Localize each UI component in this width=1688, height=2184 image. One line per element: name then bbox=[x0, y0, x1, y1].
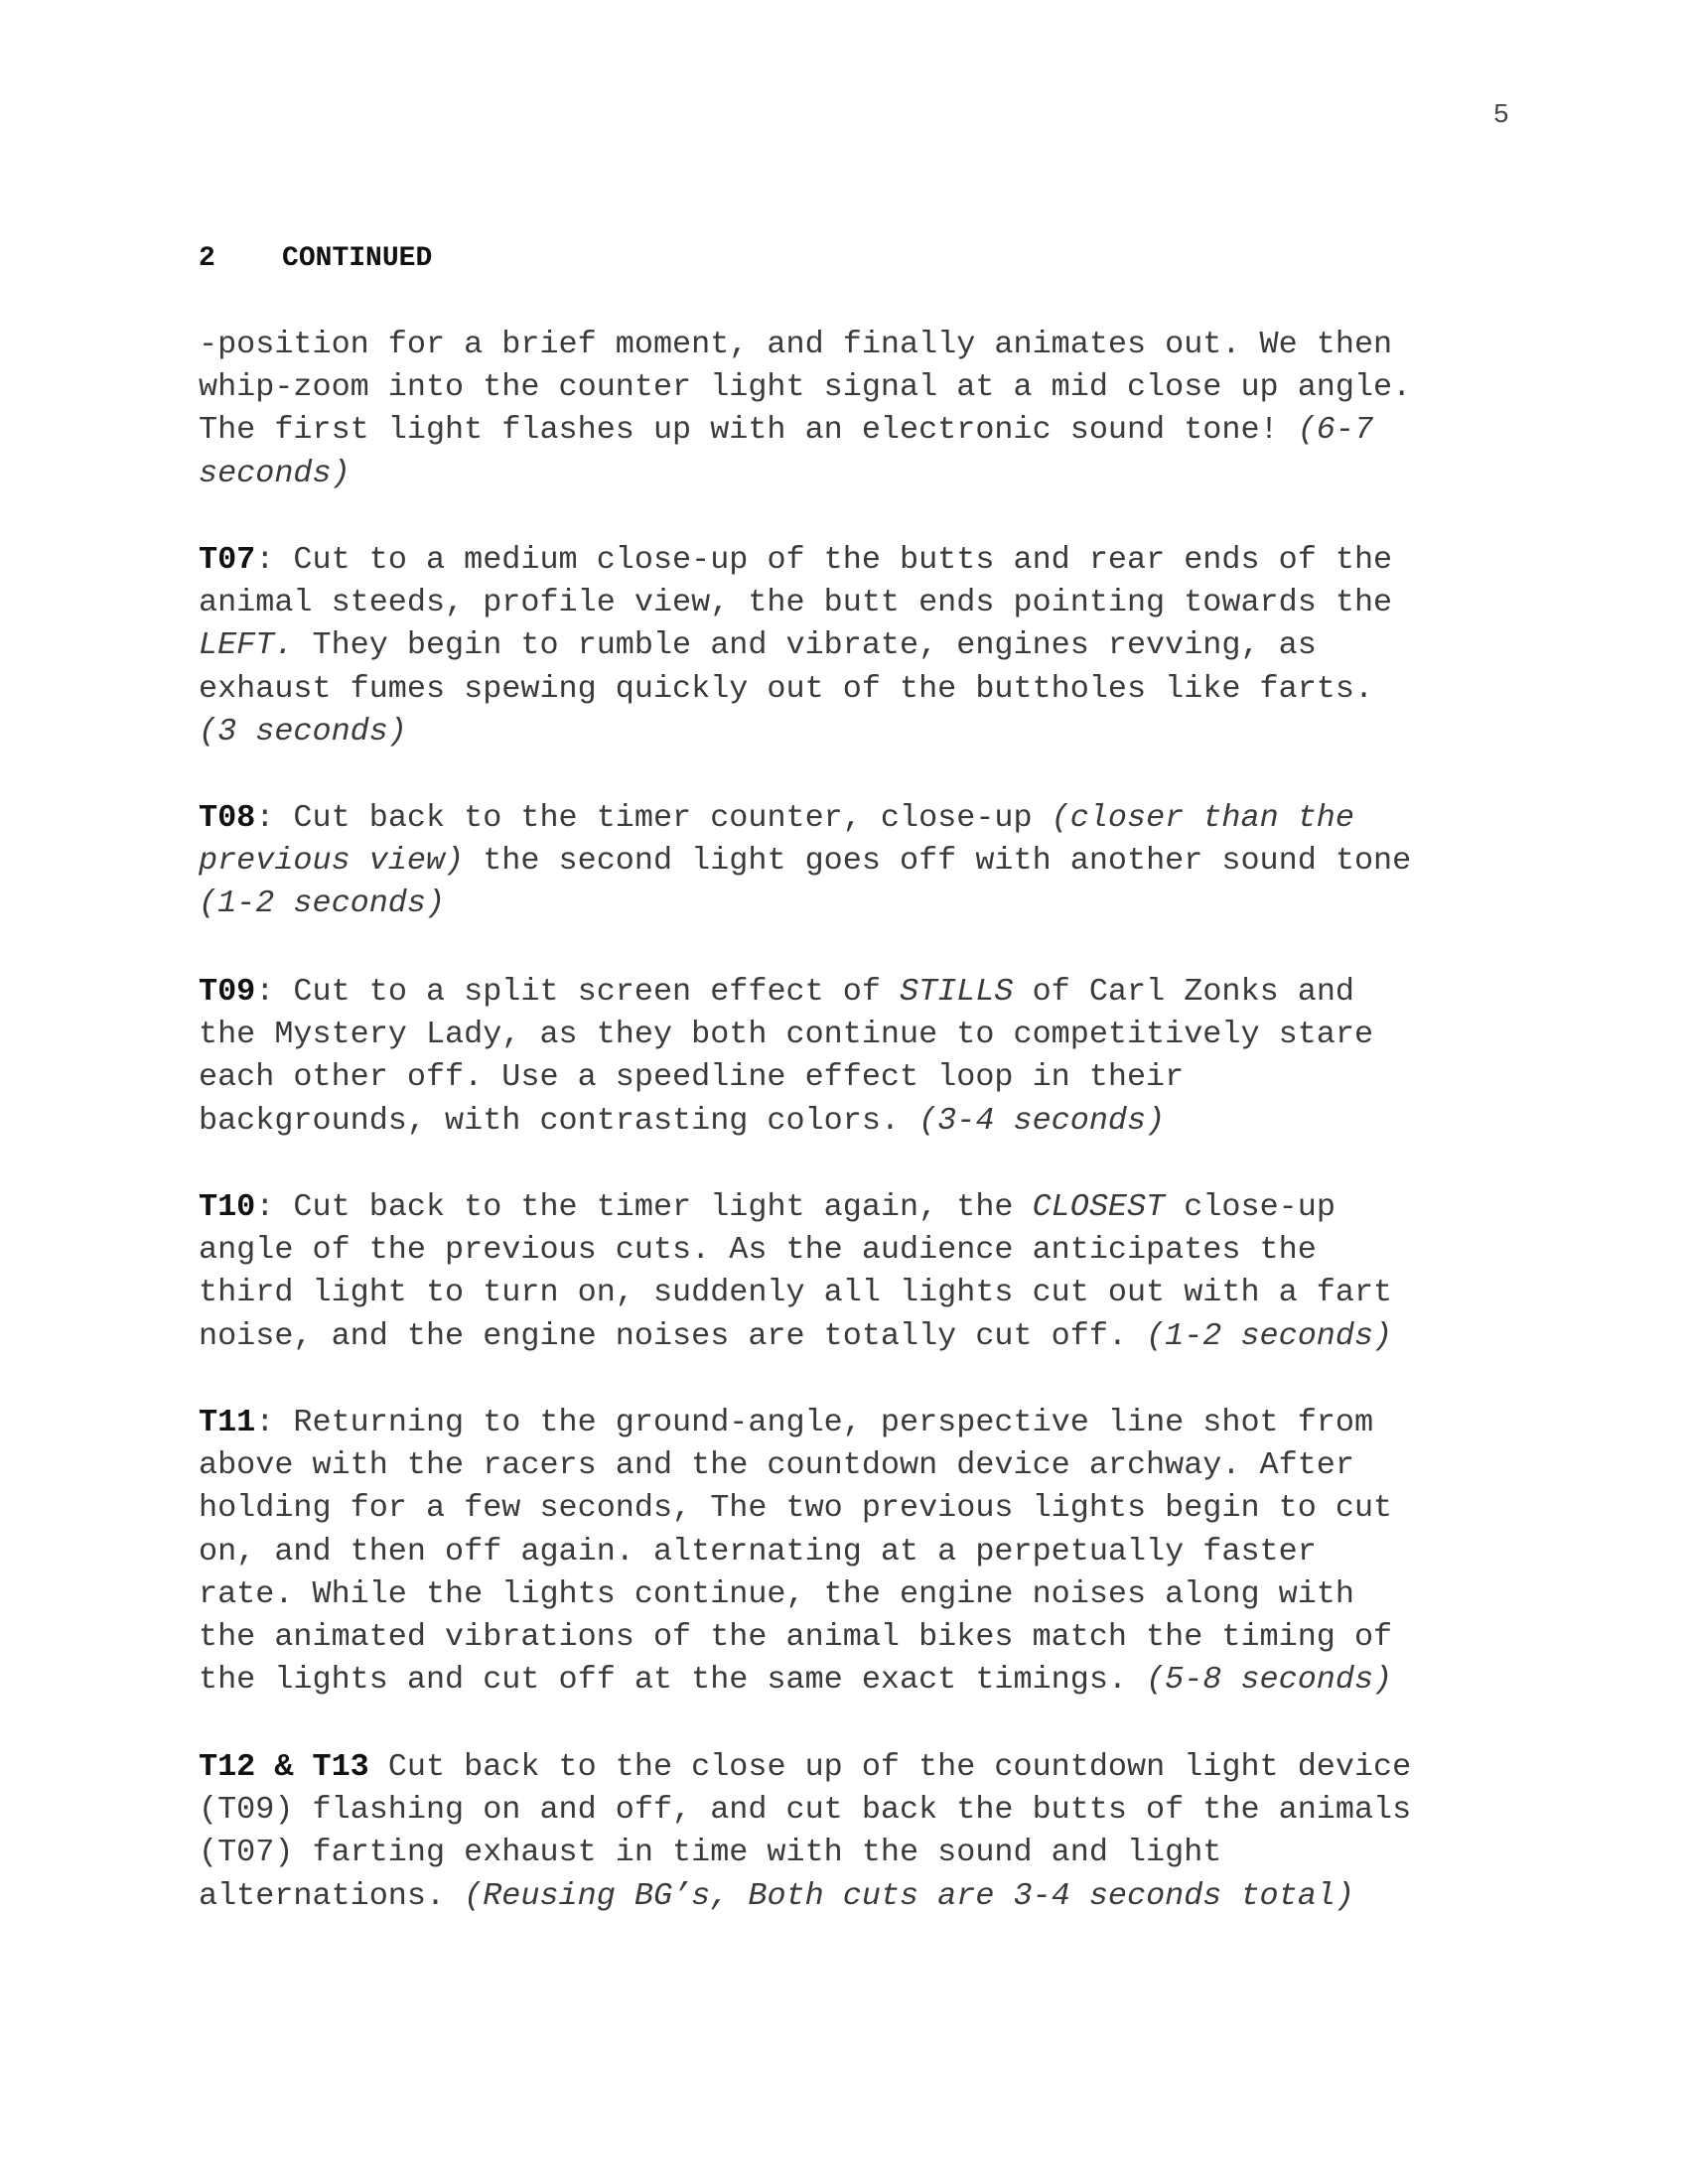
text-run: : Cut to a medium close-up of the butts and rear ends of the bbox=[255, 542, 1393, 578]
text-line bbox=[199, 1659, 1509, 1702]
text-run: alternations. bbox=[199, 1877, 465, 1914]
shot-id: T08 bbox=[199, 800, 256, 836]
italic-note: (Reusing BG’s, Both cuts are 3-4 seconds total) bbox=[464, 1877, 1354, 1914]
text-run: The first light flashes up with an electronic sound tone! bbox=[199, 412, 1298, 449]
text-line bbox=[199, 1100, 1509, 1143]
text-line bbox=[199, 883, 1509, 925]
text-run: the Mystery Lady, as they both continue to competitively stare bbox=[199, 1017, 1374, 1053]
italic-note: (6-7 bbox=[1297, 412, 1374, 449]
text-line bbox=[199, 1573, 1509, 1616]
shot-t12-t13 bbox=[199, 1746, 1509, 1918]
text-line bbox=[199, 668, 1509, 711]
shot-t09 bbox=[199, 971, 1509, 1143]
text-line bbox=[199, 1186, 1509, 1229]
text-line bbox=[199, 366, 1509, 409]
shot-description-continued bbox=[199, 324, 1509, 495]
shot-t11 bbox=[199, 1402, 1509, 1702]
text-line bbox=[199, 324, 1509, 366]
scene-continued-label: CONTINUED bbox=[282, 243, 433, 274]
text-run: the lights and cut off at the same exact timings. bbox=[199, 1662, 1147, 1699]
text-line bbox=[199, 840, 1509, 883]
page-number: 5 bbox=[1492, 101, 1509, 131]
italic-note: (1-2 seconds) bbox=[1146, 1317, 1393, 1354]
text-run: the animated vibrations of the animal bikes match the timing of bbox=[199, 1618, 1393, 1655]
text-run: rate. While the lights continue, the engine noises along with bbox=[199, 1575, 1354, 1612]
text-run: -position for a brief moment, and finally animates out. We then bbox=[199, 327, 1393, 362]
italic-note: (5-8 seconds) bbox=[1146, 1662, 1393, 1699]
text-run: above with the racers and the countdown device archway. After bbox=[199, 1447, 1354, 1484]
text-run: (T07) farting exhaust in time with the sound and light bbox=[199, 1835, 1222, 1871]
shot-t10 bbox=[199, 1186, 1509, 1358]
text-run: whip-zoom into the counter light signal at a mid close up angle. bbox=[199, 369, 1412, 406]
text-run: : Cut back to the timer counter, close-up bbox=[255, 800, 1052, 836]
shot-id: T12 & T13 bbox=[199, 1749, 369, 1785]
text-line bbox=[199, 1487, 1509, 1530]
text-run: close-up bbox=[1165, 1189, 1336, 1225]
text-line bbox=[199, 539, 1509, 582]
italic-note: (3-4 seconds) bbox=[918, 1102, 1166, 1139]
text-run: : Cut back to the timer light again, the bbox=[255, 1189, 1033, 1225]
text-line bbox=[199, 1402, 1509, 1444]
scene-number: 2 bbox=[199, 243, 215, 274]
text-run: animal steeds, profile view, the butt ends pointing towards the bbox=[199, 585, 1393, 621]
text-run: : Cut to a split screen effect of bbox=[255, 974, 901, 1010]
scene-heading bbox=[199, 243, 432, 274]
text-run: exhaust fumes spewing quickly out of the buttholes like farts. bbox=[199, 670, 1374, 707]
shot-id: T11 bbox=[199, 1405, 256, 1440]
text-line bbox=[199, 1746, 1509, 1789]
text-line bbox=[199, 1315, 1509, 1358]
text-run: (T09) flashing on and off, and cut back the butts of the animals bbox=[199, 1792, 1412, 1829]
shot-t08 bbox=[199, 797, 1509, 926]
text-line bbox=[199, 971, 1509, 1014]
text-run: Cut back to the close up of the countdown light device bbox=[368, 1749, 1412, 1785]
text-run: of Carl Zonks and bbox=[1013, 974, 1354, 1010]
text-line bbox=[199, 1789, 1509, 1832]
text-run: : Returning to the ground-angle, perspective line shot from bbox=[255, 1405, 1374, 1440]
text-line bbox=[199, 1875, 1509, 1918]
text-line bbox=[199, 1272, 1509, 1314]
italic-note: previous view) bbox=[199, 843, 465, 880]
shot-id: T10 bbox=[199, 1189, 256, 1225]
italic-note: (3 seconds) bbox=[199, 713, 407, 750]
text-run: third light to turn on, suddenly all lights cut out with a fart bbox=[199, 1275, 1393, 1311]
text-line bbox=[199, 1832, 1509, 1874]
text-line bbox=[199, 1444, 1509, 1487]
shot-id: T09 bbox=[199, 974, 256, 1010]
text-run: the second light goes off with another sound tone bbox=[464, 843, 1412, 880]
shot-t07 bbox=[199, 539, 1509, 753]
text-run: on, and then off again. alternating at a perpetually faster bbox=[199, 1533, 1317, 1570]
text-run: backgrounds, with contrasting colors. bbox=[199, 1102, 919, 1139]
text-run: noise, and the engine noises are totally cut off. bbox=[199, 1317, 1147, 1354]
text-line bbox=[199, 1014, 1509, 1056]
text-run: holding for a few seconds, The two previous lights begin to cut bbox=[199, 1490, 1393, 1527]
italic-note: seconds) bbox=[199, 455, 351, 491]
text-line bbox=[199, 453, 1509, 495]
italic-note: (1-2 seconds) bbox=[199, 886, 446, 922]
italic-note: LEFT. bbox=[199, 627, 294, 664]
text-run: angle of the previous cuts. As the audience anticipates the bbox=[199, 1232, 1317, 1269]
shot-id: T07 bbox=[199, 542, 256, 578]
text-line bbox=[199, 797, 1509, 840]
text-line bbox=[199, 711, 1509, 753]
text-line bbox=[199, 582, 1509, 624]
text-line bbox=[199, 1229, 1509, 1272]
text-line bbox=[199, 1056, 1509, 1099]
text-run: They begin to rumble and vibrate, engines revving, as bbox=[293, 627, 1317, 664]
text-line bbox=[199, 1531, 1509, 1573]
text-line bbox=[199, 409, 1509, 452]
italic-note: CLOSEST bbox=[1032, 1189, 1166, 1225]
text-line bbox=[199, 624, 1509, 667]
italic-note: STILLS bbox=[900, 974, 1014, 1010]
italic-note: (closer than the bbox=[1051, 800, 1354, 836]
text-line bbox=[199, 1616, 1509, 1659]
text-run: each other off. Use a speedline effect loop in their bbox=[199, 1059, 1185, 1096]
